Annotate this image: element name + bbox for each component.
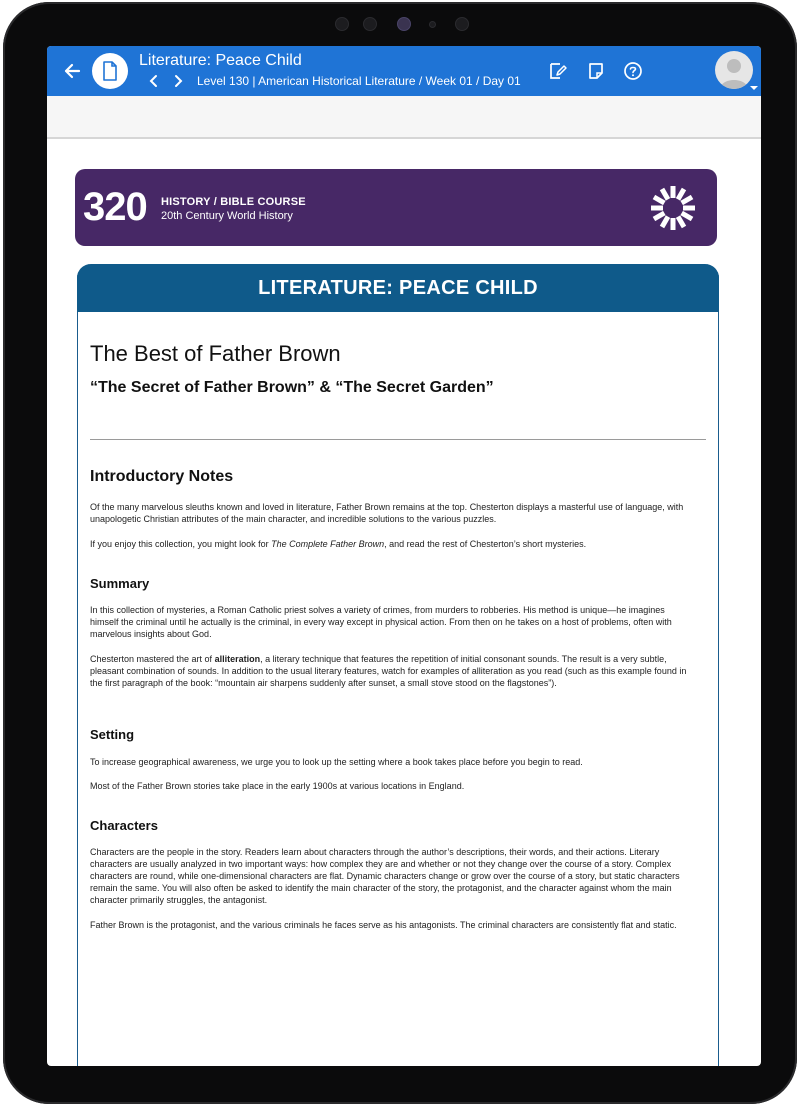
breadcrumb: Level 130 | American Historical Literature / Week 01 / Day 01: [197, 74, 521, 88]
chevron-left-icon[interactable]: [147, 73, 161, 89]
app-bar: [47, 46, 761, 96]
screen: [47, 46, 761, 1066]
user-avatar-icon[interactable]: [715, 51, 753, 89]
breadcrumb-row: [147, 72, 521, 90]
course-banner: [75, 169, 717, 246]
characters-heading: Characters: [90, 818, 158, 833]
summary-paragraph-2: Chesterton mastered the art of alliteration, a literary technique that features the repetition of initial consonant sounds. The result is a very subtle, pleasant combination of sounds. In addition to the usual literary features, watch for examples of alliteration as you read (such as this example found in the first paragraph of the book: “mountain air sharpens suddenly after sunset, a small stove stood on the flagstones”).: [90, 654, 687, 688]
camera-bar: [333, 14, 473, 32]
page-title: Literature: Peace Child: [139, 52, 302, 69]
course-type: HISTORY / BIBLE COURSE: [161, 196, 306, 208]
back-arrow-icon[interactable]: [61, 59, 83, 83]
literature-card: [77, 264, 719, 1066]
summary-heading: Summary: [90, 576, 150, 591]
course-name: 20th Century World History: [161, 210, 293, 222]
sticky-note-icon[interactable]: [586, 61, 606, 81]
setting-paragraph-1: To increase geographical awareness, we urge you to look up the setting where a book takes place before you begin to read.: [90, 757, 583, 767]
card-heading: LITERATURE: PEACE CHILD: [77, 264, 719, 312]
divider: [90, 439, 706, 440]
characters-paragraph-1: Characters are the people in the story. Readers learn about characters through the author’s descriptions, their words, and their actions. Literary characters are usually analyzed in two important ways: how complex they are and whether or not they change over the course of a story. Complex characters are round, while one-dimensional characters are flat. Dynamic characters change or grow over the course of a story, but static characters remain the same. You will also often be asked to identify the main character of the story, the protagonist, and the character against whom the main character primarily struggles, the antagonist.: [90, 847, 680, 905]
intro-paragraph-2: If you enjoy this collection, you might look for The Complete Father Brown, and read the rest of Chesterton’s short mysteries.: [90, 539, 587, 549]
sun-logo-icon: [647, 182, 699, 239]
summary-paragraph-1: In this collection of mysteries, a Roman Catholic priest solves a variety of crimes, from murders to robberies. His method is unique—he imagines himself the criminal until he actually is the criminal, in every way except in physical action. From then on he takes on a host of problems, often with marvelous insights about God.: [90, 605, 672, 639]
tablet-frame: [3, 2, 797, 1104]
avatar-menu-caret-icon[interactable]: [750, 86, 758, 90]
book-title: The Best of Father Brown: [90, 341, 341, 366]
book-subtitle: “The Secret of Father Brown” & “The Secret Garden”: [90, 379, 494, 396]
edit-note-icon[interactable]: [548, 61, 568, 81]
intro-heading: Introductory Notes: [90, 468, 234, 485]
characters-paragraph-2: Father Brown is the protagonist, and the various criminals he faces serve as his antagonists. The criminal characters are consistently flat and static.: [90, 920, 677, 930]
setting-heading: Setting: [90, 727, 135, 742]
help-circle-icon[interactable]: [623, 61, 643, 81]
intro-paragraph-1: Of the many marvelous sleuths known and loved in literature, Father Brown remains at the top. Chesterton displays a masterful use of language, with unapologetic Christian attributes of the main character, and incredible solutions to the various puzzles.: [90, 502, 684, 524]
course-number: 320: [83, 185, 147, 229]
toolbar-strip: [47, 96, 761, 139]
setting-paragraph-2: Most of the Father Brown stories take place in the early 1900s at various locations in England.: [90, 781, 465, 791]
document-icon: [92, 53, 128, 89]
chevron-right-icon[interactable]: [171, 73, 185, 89]
